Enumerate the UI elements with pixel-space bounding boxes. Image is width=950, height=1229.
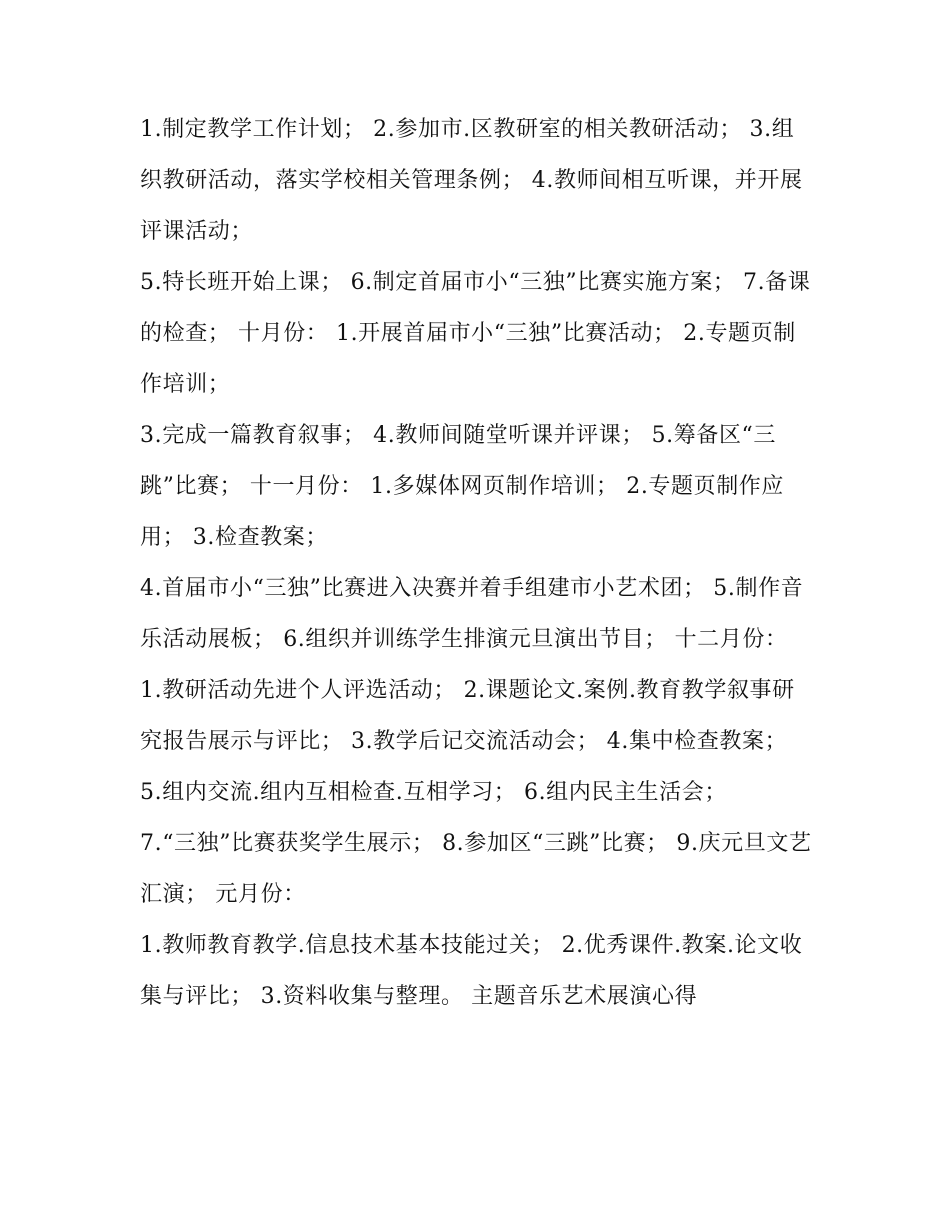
document-body (140, 104, 815, 1022)
paragraph-november-plan: 3.完成一篇教育叙事； 4.教师间随堂听课并评课； 5.筹备区“三跳”比赛； 十一月份： 1.多媒体网页制作培训； 2.专题页制作应用； 3.检查教案； (140, 423, 785, 550)
paragraph-group-exchange: 5.组内交流.组内互相检查.互相学习； 6.组内民主生活会； (140, 780, 727, 805)
paragraph-december-prep: 4.首届市小“三独”比赛进入决赛并着手组建市小艺术团； 5.制作音乐活动展板； 6.组织并训练学生排演元旦演出节目； 十二月份： (140, 576, 804, 652)
paragraph-october-plan: 5.特长班开始上课； 6.制定首届市小“三独”比赛实施方案； 7.备课的检查； 十月份： 1.开展首届市小“三独”比赛活动； 2.专题页制作培训； (140, 270, 811, 397)
paragraph-september-plan: 1.制定教学工作计划； 2.参加市.区教研室的相关教研活动； 3.组织教研活动，落实学校相关管理条例； 4.教师间相互听课，并开展评课活动； (140, 117, 803, 244)
paragraph-january-plan: 1.教师教育教学.信息技术基本技能过关； 2.优秀课件.教案.论文收集与评比； 3.资料收集与整理。 主题音乐艺术展演心得 (140, 933, 803, 1009)
paragraph-december-activities: 1.教研活动先进个人评选活动； 2.课题论文.案例.教育教学叙事研究报告展示与评比； 3.教学后记交流活动会； 4.集中检查教案； (140, 678, 795, 754)
paragraph-new-year-events: 7.“三独”比赛获奖学生展示； 8.参加区“三跳”比赛； 9.庆元旦文艺汇演； 元月份： (140, 831, 812, 907)
